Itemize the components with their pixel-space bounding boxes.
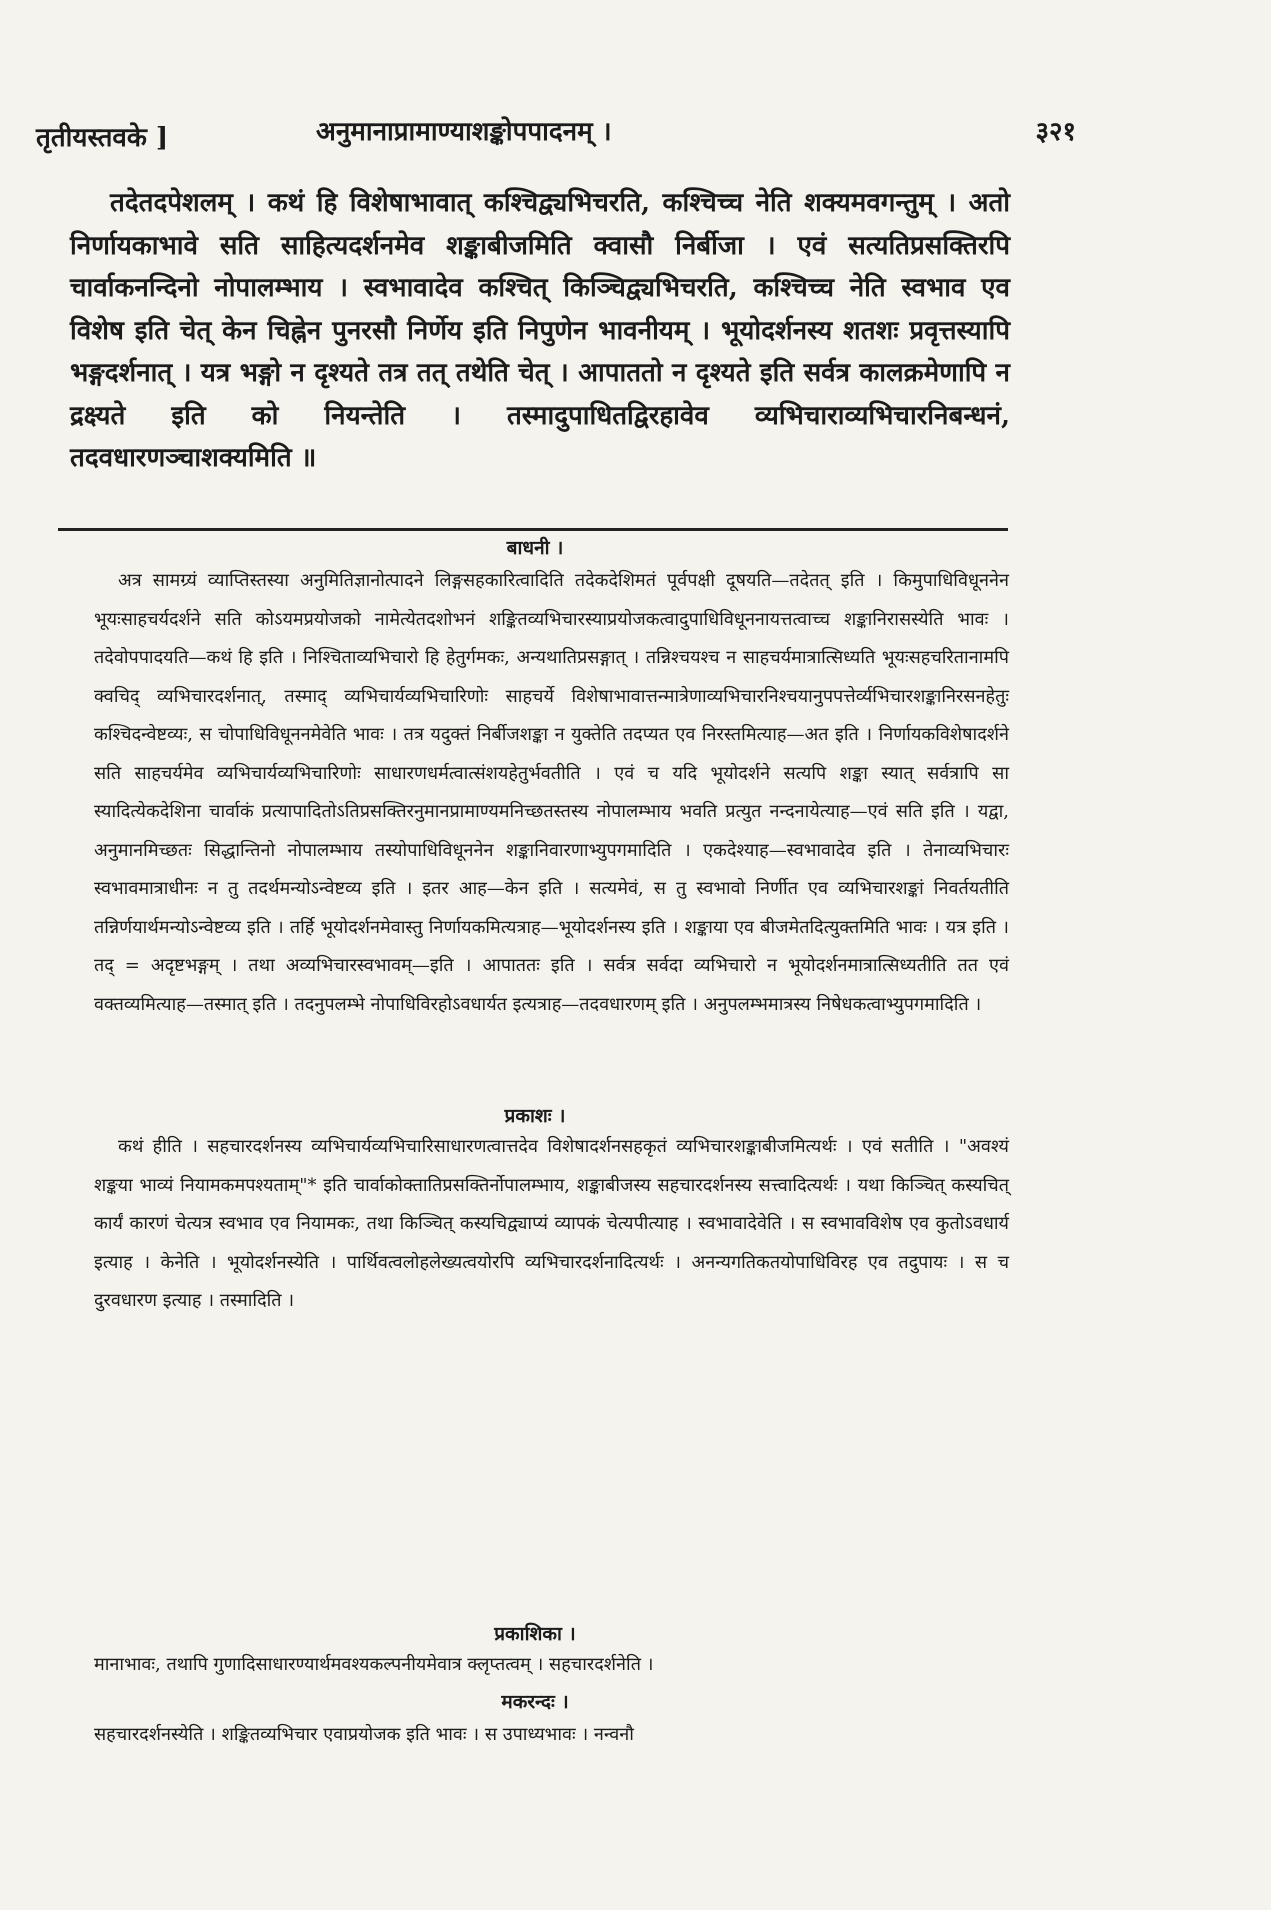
main-paragraph: तदेतदपेशलम् । कथं हि विशेषाभावात् कश्चिद्व्यभिचरति, कश्चिच्च नेति शक्यमवगन्तुम् । अतो निर्णायकाभावे सति साहित्यदर्शनमेव शङ्काबीजमिति क्वासौ निर्बीजा । एवं सत्यतिप्रसक्तिरपि चार्वाकनन्दिनो नोपालम्भाय । स्वभावादेव कश्चित् किञ्चिद्व्यभिचरति, कश्चिच्च नेति स्वभाव एव विशेष इति चेत् केन चिह्नेन पुनरसौ निर्णेय इति निपुणेन भावनीयम् । भूयोदर्शनस्य शतशः प्रवृत्तस्यापि भङ्गदर्शनात् । यत्र भङ्गो न दृश्यते तत्र तत् तथेति चेत् । आपाततो न दृश्यते इति सर्वत्र कालक्रमेणापि न द्रक्ष्यते इति को नियन्तेति । तस्मादुपाधितद्विरहावेव व्यभिचाराव्यभिचारनिबन्धनं, तदवधारणञ्चाशक्यमिति ॥ bbox=[70, 188, 1010, 473]
commentary-paragraph: मानाभावः, तथापि गुणादिसाधारण्यार्थमवश्यकल्पनीयमेवात्र क्लृप्तत्वम् । सहचारदर्शनेति । bbox=[94, 1654, 654, 1675]
commentary-heading-prakashika: प्रकाशिका । bbox=[494, 1623, 576, 1645]
page-number: ३२१ bbox=[1035, 117, 1076, 147]
commentary-paragraph: कथं हीति । सहचारदर्शनस्य व्यभिचार्यव्यभिचारिसाधारणत्वात्तदेव विशेषादर्शनसहकृतं व्यभिचारशङ्काबीजमित्यर्थः । एवं सतीति । "अवश्यं शङ्कया भाव्यं नियामकमपश्यताम्"* इति चार्वाकोक्तातिप्रसक्तिर्नोपालम्भाय, शङ्काबीजस्य सहचारदर्शनस्य सत्त्वादित्यर्थः । यथा किञ्चित् कस्यचित् कार्यं कारणं चेत्यत्र स्वभाव एव नियामकः, तथा किञ्चित् कस्यचिद्व्याप्यं व्यापकं चेत्यपीत्याह । स्वभावादेवेति । स स्वभावविशेष एव कुतोऽवधार्य इत्याह । केनेति । भूयोदर्शनस्येति । पार्थिवत्वलोहलेख्यत्वयोरपि व्यभिचारदर्शनादित्यर्थः । अनन्यगतिकतयोपाधिविरह एव तदुपायः । स च दुरवधारण इत्याह । तस्मादिति । bbox=[94, 1136, 1009, 1311]
running-header bbox=[36, 112, 1076, 156]
commentary-paragraph: सहचारदर्शनस्येति । शङ्कितव्यभिचार एवाप्रयोजक इति भावः । स उपाध्यभावः । नन्वनौ bbox=[94, 1724, 634, 1745]
main-verse-text bbox=[70, 182, 1010, 480]
section-title: अनुमानाप्रामाण्याशङ्कोपपादनम् । bbox=[316, 117, 612, 147]
commentary-prakashika bbox=[94, 1646, 1009, 1685]
commentary-heading-makaranda: मकरन्दः । bbox=[501, 1691, 569, 1713]
chapter-label: तृतीयस्तवके ] bbox=[36, 123, 169, 153]
commentary-paragraph: अत्र सामग्र्यं व्याप्तिस्तस्या अनुमितिज्ञानोत्पादने लिङ्गसहकारित्वादिति तदेकदेशिमतं पूर्वपक्षी दूषयति—तदेतत् इति । किमुपाधिविधूननेन भूयःसाहचर्यदर्शने सति कोऽयमप्रयोजको नामेत्येतदशोभनं शङ्कितव्यभिचारस्याप्रयोजकत्वादुपाधिविधूननायत्तत्वाच्च शङ्कानिरासस्येति भावः । तदेवोपपादयति—कथं हि इति । निश्चिताव्यभिचारो हि हेतुर्गमकः, अन्यथातिप्रसङ्गात् । तन्निश्चयश्च न साहचर्यमात्रात्सिध्यति भूयःसहचरितानामपि क्वचिद् व्यभिचारदर्शनात्, तस्माद् व्यभिचार्यव्यभिचारिणोः साहचर्ये विशेषाभावात्तन्मात्रेणाव्यभिचारनिश्चयानुपपत्तेर्व्यभिचारशङ्कानिरसनहेतुः कश्चिदन्वेष्टव्यः, स चोपाधिविधूननमेवेति भावः । तत्र यदुक्तं निर्बीजशङ्का न युक्तेति तदप्यत एव निरस्तमित्याह—अत इति । निर्णायकविशेषादर्शने सति साहचर्यमेव व्यभिचार्यव्यभिचारिणोः साधारणधर्मत्वात्संशयहेतुर्भवतीति । एवं च यदि भूयोदर्शने सत्यपि शङ्का स्यात् सर्वत्रापि सा स्यादित्येकदेशिना चार्वाकं प्रत्यापादितोऽतिप्रसक्तिरनुमानप्रामाण्यमनिच्छतस्तस्य नोपालम्भाय भवति प्रत्युत नन्दनायेत्याह—एवं सति इति । यद्वा, अनुमानमिच्छतः सिद्धान्तिनो नोपालम्भाय तस्योपाधिविधूननेन शङ्कानिवारणाभ्युपगमादिति । एकदेश्याह—स्वभावादेव इति । तेनाव्यभिचारः स्वभावमात्राधीनः न तु तदर्थमन्योऽन्वेष्टव्य इति । इतर आह—केन इति । सत्यमेवं, स तु स्वभावो निर्णीत एव व्यभिचारशङ्कां निवर्तयतीति तन्निर्णयार्थमन्योऽन्वेष्टव्य इति । तर्हि भूयोदर्शनमेवास्तु निर्णायकमित्यत्राह—भूयोदर्शनस्य इति । शङ्काया एव बीजमेतदित्युक्तमिति भावः । यत्र इति । तद् = अदृष्टभङ्गम् । तथा अव्यभिचारस्वभावम्—इति । आपाततः इति । सर्वत्र सर्वदा व्यभिचारो न भूयोदर्शनमात्रात्सिध्यतीति तत एवं वक्तव्यमित्याह—तस्मात् इति । तदनुपलम्भे नोपाधिविरहोऽवधार्यत इत्यत्राह—तदवधारणम् इति । अनुपलम्भमात्रस्य निषेधकत्वाभ्युपगमादिति । bbox=[94, 570, 1009, 1015]
commentary-makaranda bbox=[94, 1716, 1009, 1755]
commentary-heading-prakasha: प्रकाशः । bbox=[504, 1105, 566, 1127]
commentary-heading-badhani: बाधनी । bbox=[506, 537, 564, 559]
commentary-prakasha bbox=[94, 1128, 1009, 1321]
commentary-badhani bbox=[94, 562, 1009, 1024]
horizontal-rule bbox=[58, 528, 1008, 531]
